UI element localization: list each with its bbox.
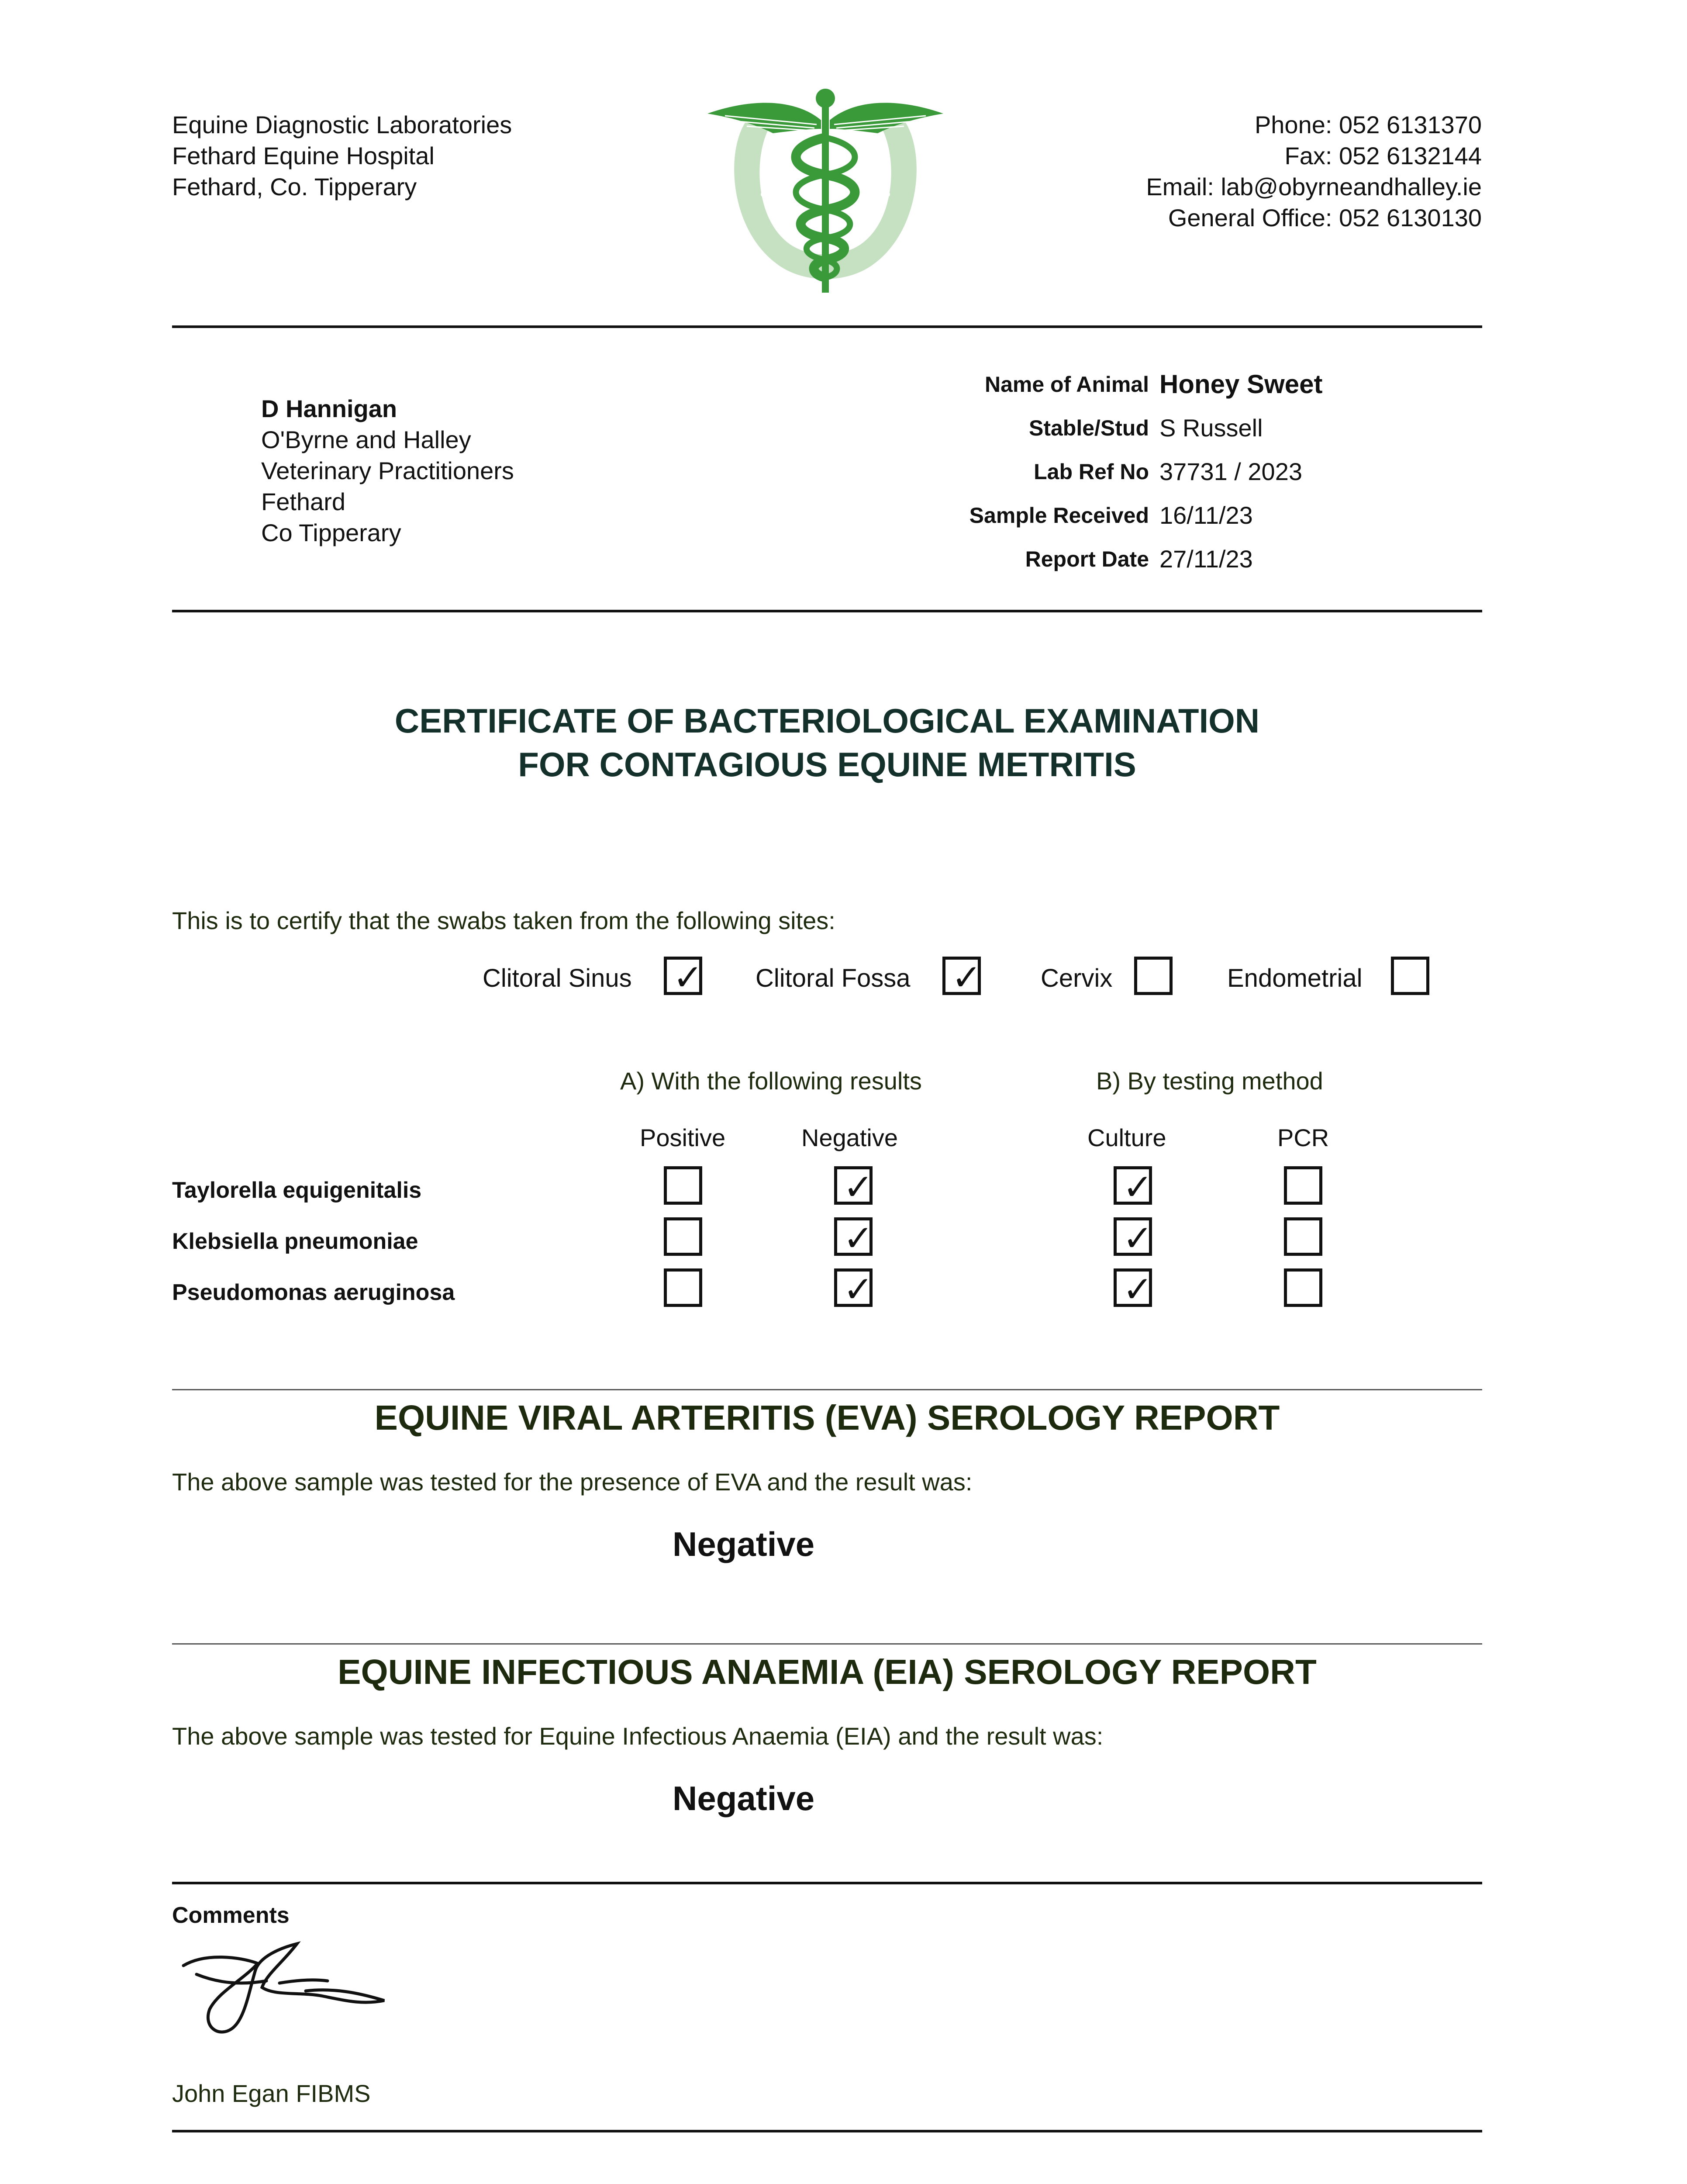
group-a-heading: A) With the following results bbox=[620, 1067, 922, 1095]
site-label: Clitoral Fossa bbox=[756, 964, 911, 992]
culture-checkbox[interactable] bbox=[1114, 1268, 1153, 1310]
check-icon: ✓ bbox=[843, 1218, 873, 1259]
recipient-line: Fethard bbox=[261, 488, 345, 515]
certificate-title-line: FOR CONTAGIOUS EQUINE METRITIS bbox=[518, 745, 1136, 784]
check-icon: ✓ bbox=[673, 957, 703, 999]
check-icon: ✓ bbox=[1123, 1218, 1153, 1259]
recipient-line: Co Tipperary bbox=[261, 519, 401, 546]
negative-checkbox[interactable] bbox=[834, 1217, 873, 1259]
eva-title: EQUINE VIRAL ARTERITIS (EVA) SEROLOGY REPORT bbox=[374, 1398, 1280, 1437]
eia-title: EQUINE INFECTIOUS ANAEMIA (EIA) SEROLOGY REPORT bbox=[338, 1652, 1317, 1691]
detail-value: S Russell bbox=[1159, 414, 1263, 442]
group-b-heading: B) By testing method bbox=[1096, 1067, 1323, 1095]
eia-result: Negative bbox=[673, 1779, 815, 1818]
pcr-checkbox[interactable] bbox=[1284, 1217, 1322, 1256]
signatory-name: John Egan FIBMS bbox=[172, 2080, 371, 2107]
site-checkbox-clitoral-sinus[interactable] bbox=[664, 957, 703, 999]
comments-label: Comments bbox=[172, 1903, 290, 1928]
positive-checkbox[interactable] bbox=[664, 1166, 702, 1205]
divider bbox=[172, 1389, 1482, 1390]
lab-line: Fethard, Co. Tipperary bbox=[172, 173, 417, 200]
check-icon: ✓ bbox=[843, 1269, 873, 1310]
divider bbox=[172, 2130, 1482, 2132]
check-icon: ✓ bbox=[952, 957, 982, 999]
lab-contact bbox=[1146, 109, 1482, 233]
check-icon: ✓ bbox=[843, 1167, 873, 1208]
detail-label: Stable/Stud bbox=[1028, 416, 1149, 440]
col-negative: Negative bbox=[801, 1124, 898, 1151]
detail-row bbox=[0, 411, 1687, 446]
organism-label: Pseudomonas aeruginosa bbox=[172, 1280, 455, 1305]
detail-value: 16/11/23 bbox=[1159, 501, 1253, 529]
positive-checkbox[interactable] bbox=[664, 1217, 702, 1256]
certify-intro: This is to certify that the swabs taken from the following sites: bbox=[172, 907, 835, 934]
positive-checkbox[interactable] bbox=[664, 1268, 702, 1307]
site-label: Clitoral Sinus bbox=[483, 964, 632, 992]
lab-line: Fethard Equine Hospital bbox=[172, 142, 435, 169]
recipient-line: O'Byrne and Halley bbox=[261, 426, 471, 453]
certificate-title-line: CERTIFICATE OF BACTERIOLOGICAL EXAMINATION bbox=[394, 702, 1260, 740]
eva-text: The above sample was tested for the presence of EVA and the result was: bbox=[172, 1468, 973, 1496]
check-icon: ✓ bbox=[1123, 1269, 1153, 1310]
check-icon: ✓ bbox=[1123, 1167, 1153, 1208]
lab-line: Equine Diagnostic Laboratories bbox=[172, 111, 512, 138]
negative-checkbox[interactable] bbox=[834, 1166, 873, 1208]
site-checkbox-clitoral-fossa[interactable] bbox=[942, 957, 982, 999]
divider bbox=[172, 325, 1482, 328]
caduceus-horseshoe-icon bbox=[699, 81, 952, 299]
col-positive: Positive bbox=[640, 1124, 726, 1151]
certificate-title bbox=[172, 699, 1482, 786]
signature-icon bbox=[179, 1939, 397, 2044]
culture-checkbox[interactable] bbox=[1114, 1166, 1153, 1208]
animal-name: Honey Sweet bbox=[1159, 370, 1323, 399]
site-checkbox-endometrial[interactable] bbox=[1391, 957, 1429, 995]
detail-value: 37731 / 2023 bbox=[1159, 458, 1302, 485]
col-culture: Culture bbox=[1087, 1124, 1166, 1151]
lab-address bbox=[172, 109, 512, 202]
recipient-name: D Hannigan bbox=[261, 395, 397, 422]
eva-result: Negative bbox=[673, 1525, 815, 1563]
culture-checkbox[interactable] bbox=[1114, 1217, 1153, 1259]
divider bbox=[172, 1643, 1482, 1645]
phone: Phone: 052 6131370 bbox=[1254, 111, 1482, 138]
general-office: General Office: 052 6130130 bbox=[1168, 204, 1482, 232]
organism-label: Klebsiella pneumoniae bbox=[172, 1229, 418, 1254]
site-label: Endometrial bbox=[1227, 964, 1363, 992]
col-pcr: PCR bbox=[1277, 1124, 1329, 1151]
detail-label: Name of Animal bbox=[984, 372, 1149, 397]
divider bbox=[172, 1882, 1482, 1884]
detail-label: Report Date bbox=[1025, 547, 1149, 571]
detail-row bbox=[0, 367, 1687, 402]
detail-label: Sample Received bbox=[969, 503, 1149, 528]
detail-row bbox=[0, 454, 1687, 489]
detail-row bbox=[0, 542, 1687, 577]
organism-label: Taylorella equigenitalis bbox=[172, 1178, 422, 1203]
fax: Fax: 052 6132144 bbox=[1284, 142, 1482, 169]
detail-label: Lab Ref No bbox=[1034, 460, 1149, 484]
site-label: Cervix bbox=[1041, 964, 1113, 992]
recipient-line: Veterinary Practitioners bbox=[261, 457, 514, 484]
pcr-checkbox[interactable] bbox=[1284, 1268, 1322, 1307]
email: Email: lab@obyrneandhalley.ie bbox=[1146, 173, 1482, 200]
detail-value: 27/11/23 bbox=[1159, 545, 1253, 573]
pcr-checkbox[interactable] bbox=[1284, 1166, 1322, 1205]
eia-text: The above sample was tested for Equine Infectious Anaemia (EIA) and the result was: bbox=[172, 1722, 1104, 1750]
divider bbox=[172, 610, 1482, 612]
detail-row bbox=[0, 498, 1687, 533]
negative-checkbox[interactable] bbox=[834, 1268, 873, 1310]
site-checkbox-cervix[interactable] bbox=[1134, 957, 1173, 995]
